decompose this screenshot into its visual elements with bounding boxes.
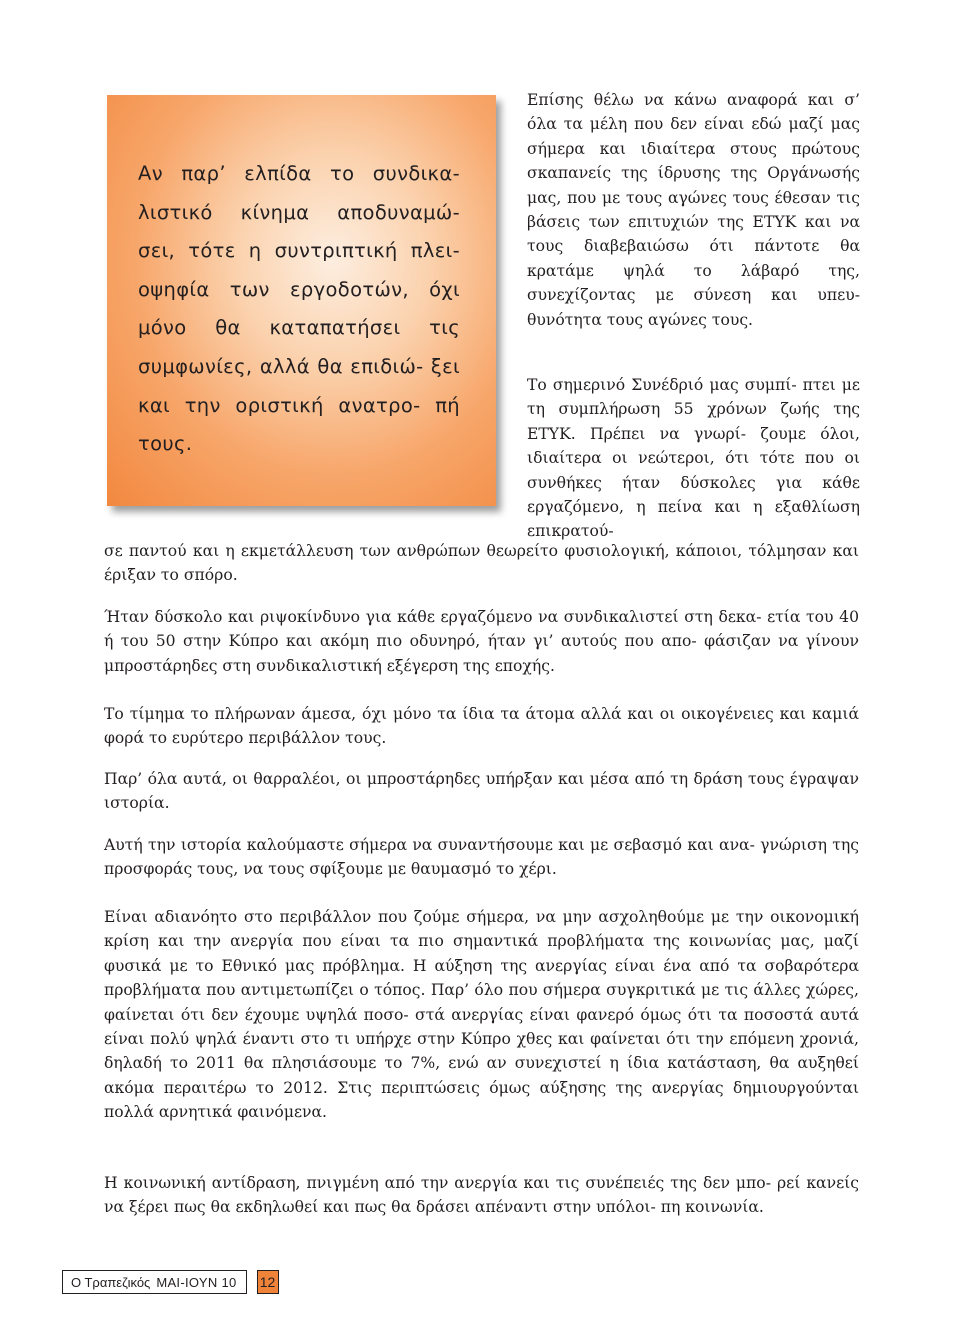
body-paragraph-4: Το τίμημα το πλήρωναν άμεσα, όχι μόνο τα ίδια τα άτομα αλλά και οι οικογένειες και καμιά φορά το ευρύτερο περιβάλλον τους.: [104, 705, 859, 748]
page-number: 12: [257, 1270, 279, 1294]
page-footer: [62, 1270, 279, 1294]
column-paragraph-2: Το σημερινό Συνέδριό μας συμπί- πτει με τη συμπλήρωση 55 χρόνων ζωής της ΕΤΥΚ. Πρέπει να γνωρί- ζουμε όλοι, ιδιαίτερα οι νεώτεροι, ότι τότε που οι συνθήκες ήταν δύσκολες για κάθε εργαζόμενο, η πείνα και η εξαθλίωση επικρατού-: [527, 376, 860, 541]
column-paragraph-1: Επίσης θέλω να κάνω αναφορά και σ’ όλα τα μέλη που δεν είναι εδώ μαζί μας σήμερα και ιδιαίτερα στους πρώτους σκαπανείς της ίδρυσης της Οργάνωσής μας, που με τους αγώνες τους έθεσαν τις βάσεις των επιτυχιών της ΕΤΥΚ και να τους διαβεβαιώσω ότι πάντοτε θα κρατάμε ψηλά το λάβαρό της, συνεχίζοντας με σύνεση και υπευ- θυνότητα τους αγώνες τους.: [527, 91, 860, 329]
body-paragraph-2-continued: σε παντού και η εκμετάλλευση των ανθρώπων θεωρείτο φυσιολογική, κάποιοι, τόλμησαν και έριξαν το σπόρο.: [104, 542, 859, 585]
publication-name: Ο Τραπεζικός: [71, 1274, 151, 1290]
pullquote-text: Αν παρ’ ελπίδα το συνδικα- λιστικό κίνημα αποδυναμώ- σει, τότε η συντριπτική πλει- οψηφία των εργοδοτών, όχι μόνο θα καταπατήσει τις συμφωνίες, αλλά θα επιδιώ- ξει και την οριστική ανατρο- πή τους.: [138, 162, 460, 456]
body-paragraph-3: Ήταν δύσκολο και ριψοκίνδυνο για κάθε εργαζόμενο να συνδικαλιστεί στη δεκα- ετία του 40 ή του 50 στην Κύπρο και ακόμη πιο οδυνηρό, ήταν γι’ αυτούς που απο- φάσιζαν να γίνουν μπροστάρηδες στη συνδικαλιστική εξέγερση της εποχής.: [104, 608, 859, 675]
body-paragraph-7: Είναι αδιανόητο στο περιβάλλον που ζούμε σήμερα, να μην ασχοληθούμε με την οικονομική κρίση και την ανεργία που είναι τα πιο σημαντικά προβλήματα της κοινωνίας μας, μαζί φυσικά με το Εθνικό μας πρόβλημα. Η αύξηση της ανεργίας είναι ένα από τα σοβαρότερα προβλήματα που αντιμετωπίζει ο τόπος. Παρ’ όλο που σήμερα συγκριτικά με τις άλλες χώρες, φαίνεται ότι δεν έχουμε υψηλά ποσο- στά ανεργίας είναι φανερό όμως ότι τα ποσοστά αυτά είναι πολύ ψηλά έναντι στο τι υπήρχε στην Κύπρο χθες και φαίνεται ότι την επόμενη χρονιά, δηλαδή το 2011 θα πλησιάσουμε το 7%, ενώ αν συνεχιστεί η ίδια κατάσταση, θα αυξηθεί ακόμα περαιτέρω το 2012. Στις περιπτώσεις όμως αύξησης της ανεργίας δημιουργούνται πολλά αρνητικά φαινόμενα.: [104, 908, 859, 1122]
footer-publication-label: [62, 1270, 247, 1294]
body-paragraph-5: Παρ’ όλα αυτά, οι θαρραλέοι, οι μπροστάρηδες υπήρξαν και μέσα από τη δράση τους έγραψαν ιστορία.: [104, 770, 859, 813]
body-paragraph-6: Αυτή την ιστορία καλούμαστε σήμερα να συναντήσουμε και με σεβασμό και ανα- γνώριση της προσφοράς τους, να τους σφίξουμε με θαυμασμό το χέρι.: [104, 836, 859, 879]
body-paragraph-8: Η κοινωνική αντίδραση, πνιγμένη από την ανεργία και τις συνέπειές της δεν μπο- ρεί κανείς να ξέρει πως θα εκδηλωθεί και πως θα δράσει απέναντι στην υπόλοι- πη κοινωνία.: [104, 1174, 859, 1217]
issue-date: ΜΑΙ-ΙΟΥΝ 10: [156, 1274, 237, 1290]
